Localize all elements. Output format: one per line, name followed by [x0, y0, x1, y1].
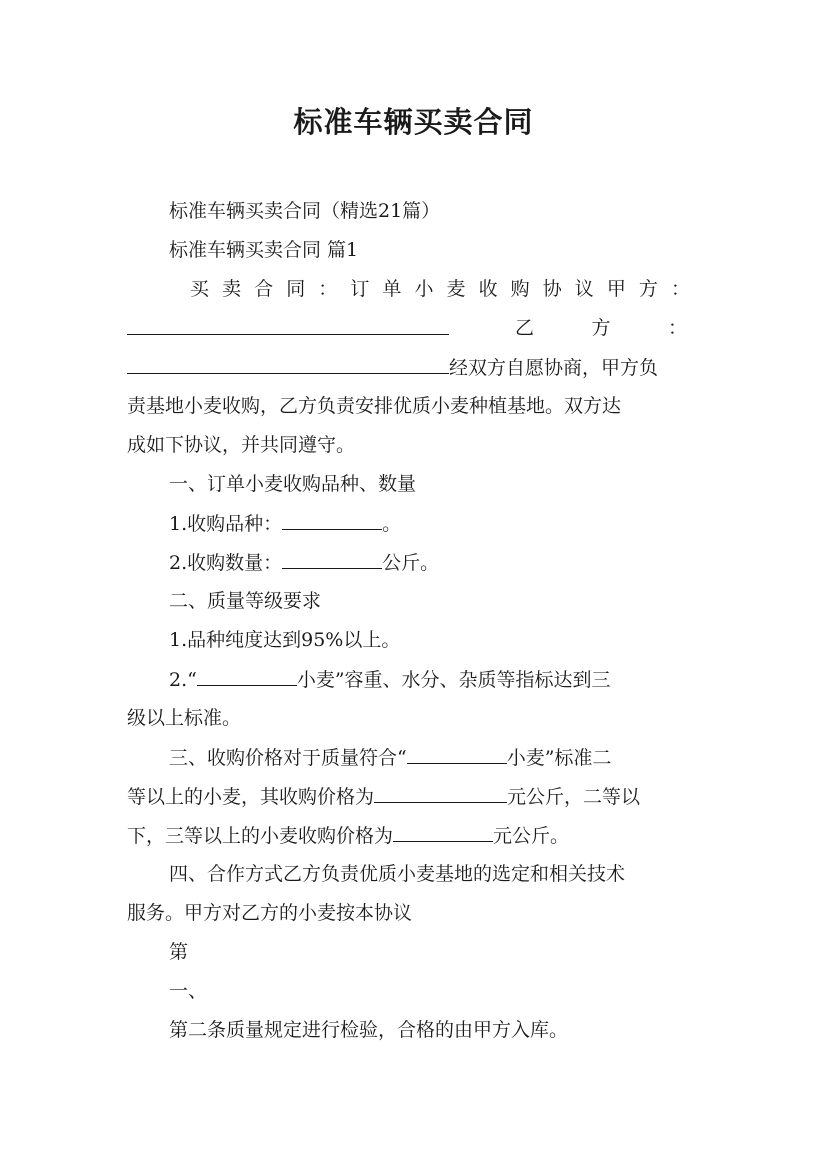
party-a-blank[interactable] [127, 315, 449, 335]
price-heading-text: 三、收购价格对于质量符合“ [169, 747, 407, 769]
document-title: 标准车辆买卖合同 [293, 105, 534, 139]
article-2: 第二条质量规定进行检验，合格的由甲方入库。 [169, 1019, 569, 1041]
intro-char: 卖 [222, 278, 242, 300]
party-b-char: ： [667, 317, 687, 339]
intro-char: 订 [350, 278, 370, 300]
wheat-standard-text: 小麦”容重、水分、杂质等指标达到三 [296, 669, 611, 691]
intro-char: 同 [286, 278, 306, 300]
price-text: 等以上的小麦，其收购价格为 [127, 786, 375, 808]
intro-char: 协 [542, 278, 562, 300]
price-text-2: 下，三等以上的小麦收购价格为 [127, 825, 394, 847]
party-b-line [127, 315, 702, 342]
intro-char: 议 [574, 278, 594, 300]
intro-char: 购 [510, 278, 530, 300]
section-1-heading: 一、订单小麦收购品种、数量 [169, 473, 417, 495]
price-heading-tail: 小麦”标准二 [506, 747, 612, 769]
document-subtitle: 标准车辆买卖合同（精选21篇） [169, 200, 441, 222]
section-4-line-1: 四、合作方式乙方负责优质小麦基地的选定和相关技术 [169, 863, 626, 885]
quantity-blank[interactable] [282, 549, 382, 569]
party-b-blank[interactable] [127, 354, 449, 374]
price-blank-2[interactable] [393, 822, 493, 842]
intro-char: 小 [414, 278, 434, 300]
wheat-name-blank[interactable] [197, 666, 297, 686]
variety-label: 1.收购品种： [169, 513, 283, 535]
section-2-item-2 [127, 666, 744, 693]
intro-char: 买 [190, 278, 210, 300]
intro-char: 合 [254, 278, 274, 300]
section-4-line-2: 服务。甲方对乙方的小麦按本协议 [127, 902, 413, 924]
section-heading: 标准车辆买卖合同 篇1 [169, 239, 359, 261]
section-2-item-1: 1.品种纯度达到95%以上。 [169, 629, 401, 651]
intro-char: ： [670, 278, 690, 300]
consult-text: 经双方自愿协商，甲方负 [449, 357, 659, 379]
price-blank-1[interactable] [374, 783, 507, 803]
wheat-standard-blank[interactable] [407, 744, 507, 764]
section-2-item-2-cont: 级以上标准。 [127, 707, 242, 729]
section-1-item-2 [127, 549, 744, 576]
contract-intro-line [190, 276, 690, 302]
contract-line-4: 责基地小麦收购，乙方负责安排优质小麦种植基地。双方达 [127, 395, 622, 417]
party-b-label [515, 315, 687, 341]
section-1-item-1 [127, 510, 744, 537]
section-3-line-3 [127, 822, 702, 849]
quantity-suffix: 公斤。 [382, 552, 440, 574]
party-b-char: 乙 [515, 317, 535, 339]
variety-suffix: 。 [382, 513, 402, 535]
quote-open: 2.“ [169, 669, 197, 691]
party-b-char: 方 [591, 317, 611, 339]
intro-char: 方 [638, 278, 658, 300]
section-3-line-1 [127, 744, 744, 771]
contract-line-3 [127, 354, 702, 381]
fragment-yi: 一、 [169, 980, 208, 1002]
intro-char: ： [318, 278, 338, 300]
price-unit-1: 元公斤，二等以 [507, 786, 641, 808]
intro-char: 甲 [606, 278, 626, 300]
intro-char: 麦 [446, 278, 466, 300]
price-unit-2: 元公斤。 [493, 825, 570, 847]
contract-line-5: 成如下协议，并共同遵守。 [127, 434, 356, 456]
intro-char: 收 [478, 278, 498, 300]
section-2-heading: 二、质量等级要求 [169, 590, 322, 612]
fragment-di: 第 [169, 941, 189, 963]
intro-char: 单 [382, 278, 402, 300]
variety-blank[interactable] [282, 510, 382, 530]
quantity-label: 2.收购数量： [169, 552, 283, 574]
section-3-line-2 [127, 783, 702, 810]
